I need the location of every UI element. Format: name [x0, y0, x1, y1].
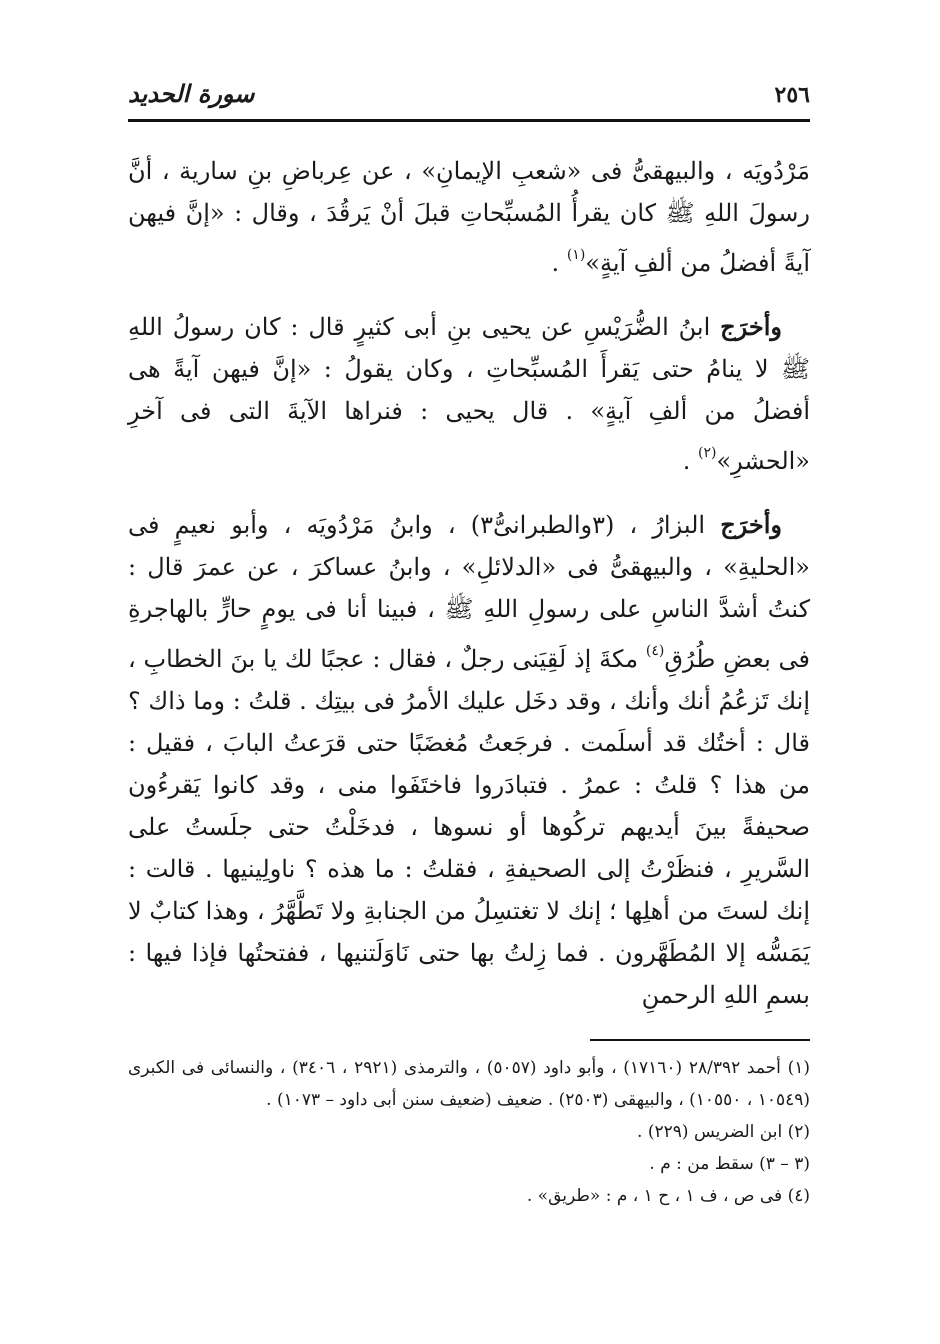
paragraph-lead: وأخرَج — [720, 510, 783, 539]
footnote-4: (٤) فى ص ، ف ١ ، ح ١ ، م : «طريق» . — [526, 1186, 810, 1206]
footnote-1: (١) أحمد ٢٨/٣٩٢ (١٧١٦٠) ، وأبو داود (٥٠٥٧) ، والترمذى (٢٩٢١ ، ٣٤٠٦) ، والنسائى فى الكبرى (١٠٥٤٩ ، ١٠٥٥٠) ، والبيهقى (٢٥٠٣) . ضعيف (ضعيف سنن أبى داود – ١٠٧٣) . — [128, 1058, 810, 1110]
main-text — [128, 150, 810, 1038]
header-rule — [128, 119, 810, 122]
footnote-rule — [590, 1039, 810, 1041]
paragraph-text: ابنُ الضُّرَيْسِ عن يحيى بنِ أبى كثيرٍ قال : كان رسولُ اللهِ ﷺ لا ينامُ حتى يَقرأَ المُسبِّحاتِ ، وكان يقولُ : «إنَّ فيهن آيةً هى أفضلُ من ألفِ آيةٍ» . قال يحيى : فنراها الآيةَ التى فى آخرِ «الحشرِ» — [128, 313, 810, 475]
paragraph-2 — [128, 306, 810, 482]
footnote-3: (٣ – ٣) سقط من : م . — [649, 1154, 810, 1174]
footnote-marker: (١) — [566, 247, 586, 263]
paragraph-tail: . — [551, 249, 567, 277]
footnotes — [128, 1052, 810, 1212]
paragraph-text: مَرْدُويَه ، والبيهقىُّ فى «شعبِ الإيمانِ» ، عن عِرباضِ بنِ سارية ، أنَّ رسولَ اللهِ ﷺ كان يقرأُ المُسبِّحاتِ قبلَ أنْ يَرقُدَ ، وقال : «إنَّ فيهن آيةً أفضلُ من ألفِ آيةٍ» — [128, 157, 810, 277]
paragraph-3 — [128, 504, 810, 1016]
page-header — [128, 68, 810, 108]
paragraph-text: البزارُ ، (٣والطبرانىُّ٣) ، وابنُ مَرْدُويَه ، وأبو نعيمٍ فى «الحليةِ» ، والبيهقىُّ فى «الدلائلِ» ، وابنُ عساكرَ ، عن عمرَ قال : كنتُ أشدَّ الناسِ على رسولِ اللهِ ﷺ ، فبينا أنا فى يومٍ حارٍّ بالهاجرةِ فى بعضِ طُرُقِ — [128, 511, 811, 673]
paragraph-1 — [128, 150, 810, 284]
paragraph-tail: . — [682, 447, 699, 475]
paragraph-lead: وأخرَج — [720, 312, 782, 341]
page-number: ٢٥٦ — [774, 82, 810, 108]
footnote-marker: (٢) — [698, 445, 717, 461]
footnote-marker: (٤) — [645, 643, 665, 659]
surah-title: سورة الحديد — [128, 79, 255, 108]
paragraph-tail: مكةَ إذ لَقِيَنى رجلٌ ، فقال : عجبًا لك يا بنَ الخطابِ ، إنك تَزعُمُ أنك وأنك ، وقد دخَل عليك الأمرُ فى بيتِك . قلتُ : وما ذاك ؟ قال : أختُك قد أسلَمت . فرجَعتُ مُغضَبًا حتى قرَعتُ البابَ ، فقيل : من هذا ؟ قلتُ : عمرُ . فتبادَروا فاختَفَوا منى ، وقد كانوا يَقرءُون صحيفةً بينَ أيديهم تركُوها أو نسوها ، فدخَلْتُ حتى جلَستُ على السَّريرِ ، فنظَرْتُ إلى الصحيفةِ ، فقلتُ : ما هذه ؟ ناولِينيها . قالت : إنك لستَ من أهلِها ؛ إنك لا تغتسِلُ من الجنابةِ ولا تَطَّهَّرُ ، وهذا كتابٌ لا يَمَسُّه إلا المُطَهَّرون . فما زِلتُ بها حتى نَاوَلَتنيها ، ففتحتُها فإذا فيها : بسمِ اللهِ الرحمنِ — [128, 645, 811, 1009]
footnote-2: (٢) ابن الضريس (٢٢٩) . — [637, 1122, 810, 1142]
